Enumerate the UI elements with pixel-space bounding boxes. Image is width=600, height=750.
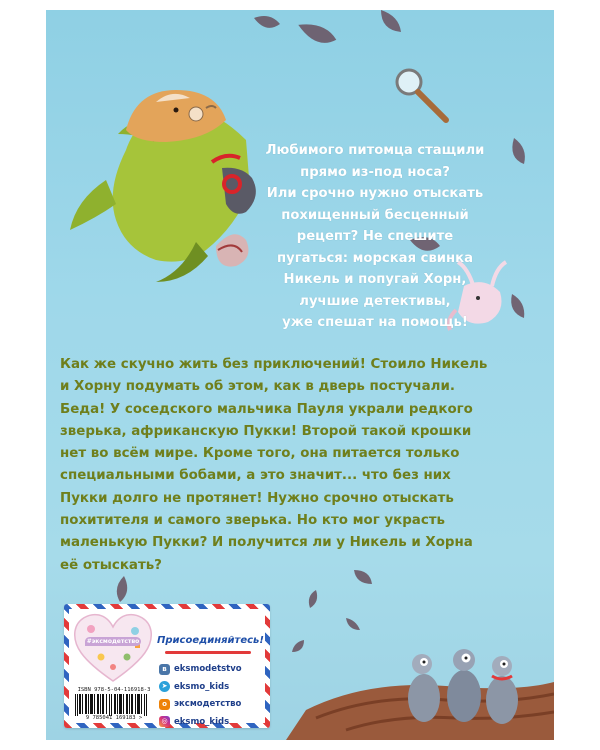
instagram-icon: ◎ xyxy=(159,716,170,727)
social-link-vk[interactable] xyxy=(159,661,265,677)
synopsis-line: специальными бобами, а это значит... что без них xyxy=(60,468,451,484)
barcode-number: 9 785041 169183 > xyxy=(85,715,143,721)
pigeons xyxy=(408,649,518,724)
synopsis-line: похитителя и самого зверька. Но кто мог украсть xyxy=(60,513,445,529)
synopsis-line: зверька, африканскую Пукки! Второй такой крошки xyxy=(60,423,472,439)
hashtag-label: #эксмодетство xyxy=(86,638,140,645)
intro-text xyxy=(214,140,536,334)
synopsis-line: Как же скучно жить без приключений! Стоило Никель xyxy=(60,357,488,372)
publisher-info-card xyxy=(64,604,270,728)
synopsis-line: её отыскать? xyxy=(60,557,162,573)
synopsis-line: маленькую Пукки? И получится ли у Никель и Хорна xyxy=(60,535,473,551)
intro-line: похищенный бесценный xyxy=(281,207,469,223)
magnifier-icon xyxy=(397,70,446,120)
hashtag-heart xyxy=(71,611,155,685)
intro-line: уже спешат на помощь! xyxy=(282,315,468,330)
intro-line: прямо из-под носа? xyxy=(300,164,450,180)
social-link-telegram[interactable] xyxy=(159,679,265,695)
join-underline xyxy=(165,651,251,654)
join-us-title: Присоединяйтесь! xyxy=(157,635,264,646)
odnoklassniki-icon: о xyxy=(159,699,170,710)
telegram-icon: ➤ xyxy=(159,681,170,692)
card-body xyxy=(69,609,265,727)
social-link-label: эксмодетство xyxy=(174,699,242,709)
synopsis-line: нет во всём мире. Кроме того, она питается только xyxy=(60,446,460,462)
intro-line: Никель и попугай Хорн, xyxy=(283,272,467,287)
synopsis-line: Пукки долго не протянет! Нужно срочно отыскать xyxy=(60,490,454,506)
social-link-instagram[interactable] xyxy=(159,714,265,730)
synopsis-line: Беда! У соседского мальчика Пауля украли редкого xyxy=(60,401,473,417)
social-links xyxy=(159,661,265,731)
heart-icon xyxy=(71,611,155,685)
intro-line: пугаться: морская свинка xyxy=(277,250,473,266)
social-link-label: eksmo_kids xyxy=(174,681,230,692)
intro-line: Или срочно нужно отыскать xyxy=(266,186,484,201)
intro-line: рецепт? Не спешите xyxy=(296,229,454,244)
intro-line: лучшие детективы, xyxy=(299,293,451,309)
synopsis-text xyxy=(60,354,546,577)
barcode xyxy=(73,694,155,716)
isbn-text: ISBN 978-5-04-116918-3 xyxy=(77,687,151,693)
social-link-label: eksmo_kids xyxy=(174,716,230,727)
book-back-cover xyxy=(46,10,554,740)
intro-line: Любимого питомца стащили xyxy=(265,143,485,158)
social-link-label: eksmodetstvo xyxy=(174,664,242,674)
vk-icon: в xyxy=(159,664,170,675)
synopsis-line: и Хорну подумать об этом, как в дверь постучали. xyxy=(60,379,455,395)
social-link-odnoklassniki[interactable] xyxy=(159,696,265,712)
